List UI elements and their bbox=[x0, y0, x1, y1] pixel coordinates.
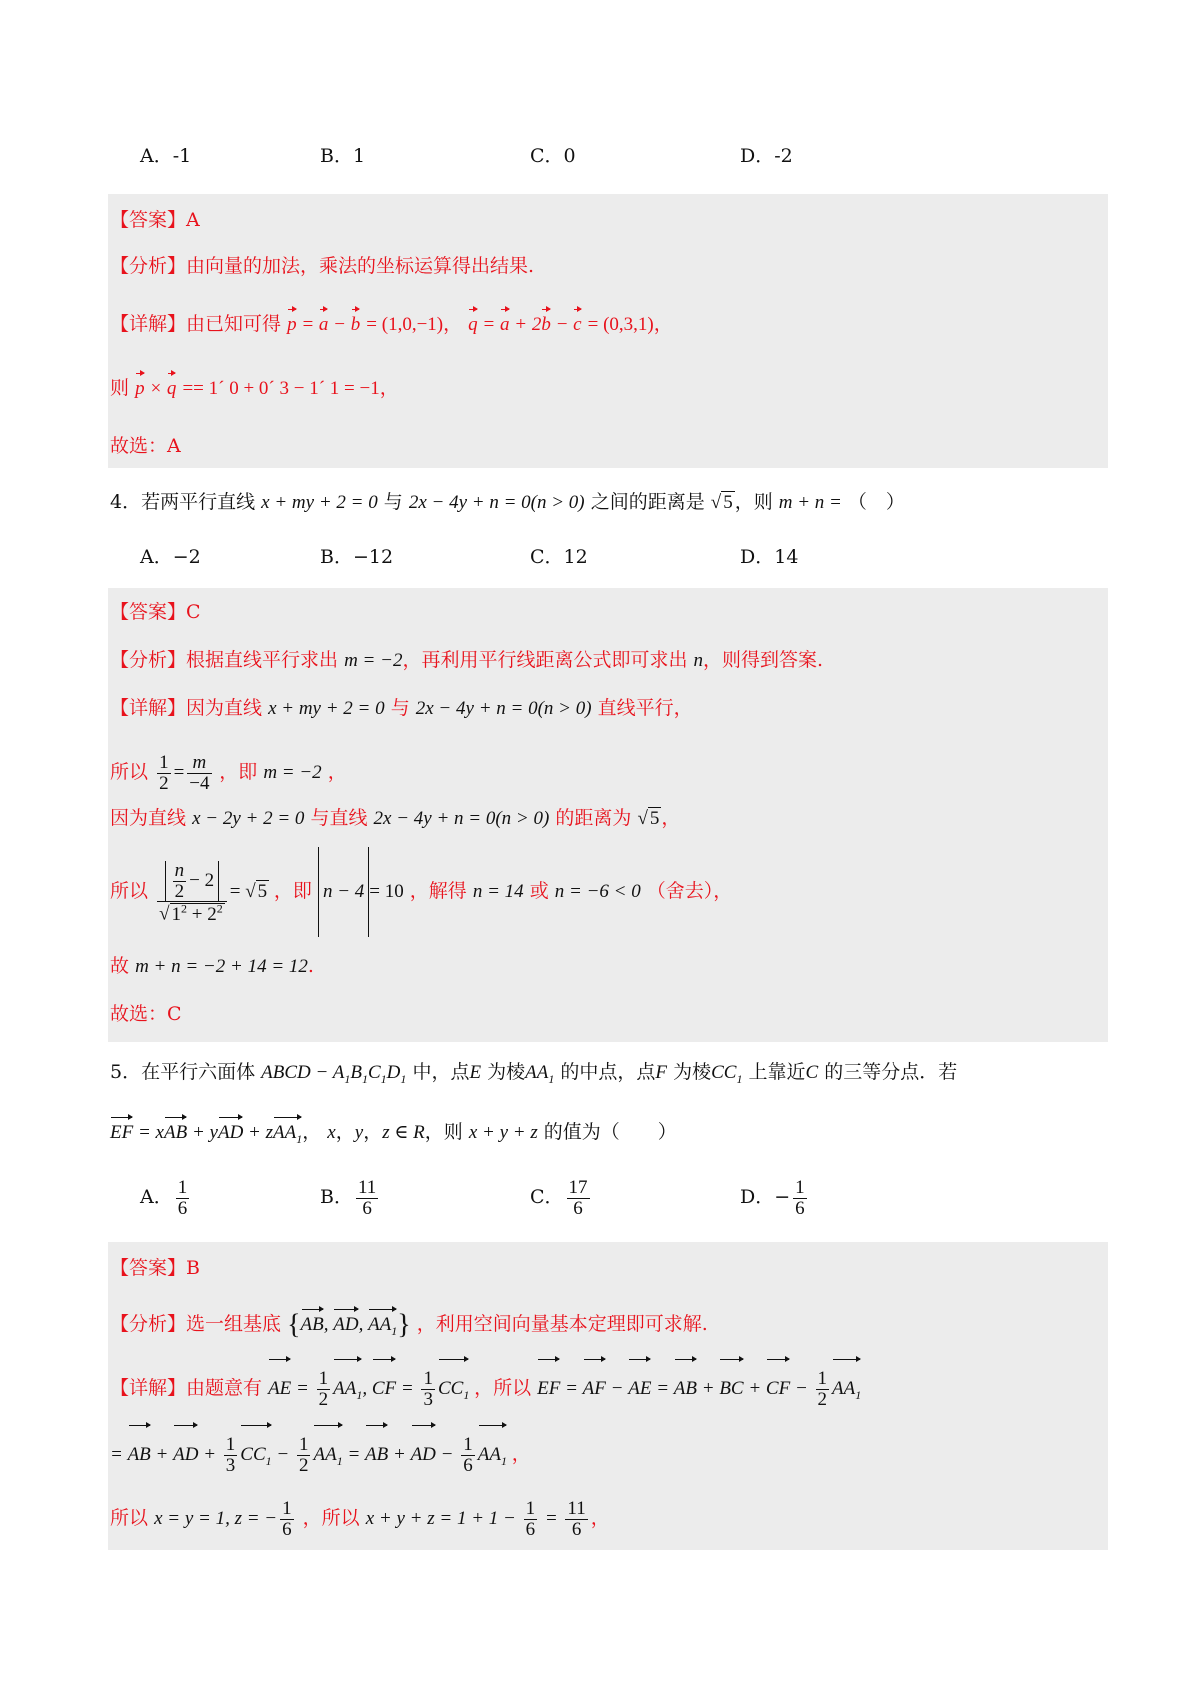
q5-analysis: 【分析】选一组基底 {AB, AD, $AA_1$} ，利用空间向量基本定理即可求解. bbox=[110, 1310, 708, 1345]
q4-detail-line4: 所以 $\frac{n}{2}$ − 2 √ $1^2 + 2^2$ = √ 5 ，即 n − 4 = 10 ，解得 n = 14 或 n = −6 < 0 （舍去）， bbox=[110, 846, 732, 937]
q5-stem-line1: 5．在平行六面体 ABCD − $A_1B_1C_1D_1$ 中，点E 为棱$AA_1$ 的中点，点F 为棱$CC_1$ 上靠近C 的三等分点．若 bbox=[110, 1061, 958, 1086]
q3-option-a: A．-1 bbox=[140, 145, 192, 167]
q4-stem: 4．若两平行直线 x + my + 2 = 0 与 2x − 4y + n = 0(n > 0) 之间的距离是 √ 5 ，则 m + n = （ ） bbox=[110, 491, 905, 513]
q4-option-c: C．12 bbox=[530, 546, 588, 568]
q5-stem-line2: EF = xAB + yAD + zAA$_1$， x，y，z ∈ R，则 x + y + z 的值为（ ） bbox=[110, 1118, 677, 1153]
q5-detail-line2: = AB + AD + $\frac{1}{3}$ $CC_1$ − $\frac{1}{2}$ $AA_1$ = AB + AD − $\frac{1}{6}$ $AA_1$ ， bbox=[110, 1426, 531, 1489]
q4-option-a: A．−2 bbox=[140, 546, 201, 568]
q5-detail-line1: 【详解】由题意有 AE = $\frac{1}{2}$ $AA_1$, CF = $\frac{1}{3}$ $CC_1$ ，所以 EF = AF − AE = AB + BC + CF − $\frac{1}{2}$ $AA_1$ bbox=[110, 1360, 861, 1423]
q4-detail-line3: 因为直线 x − 2y + 2 = 0 与直线 2x − 4y + n = 0(n > 0) 的距离为 √ 5 ， bbox=[110, 807, 681, 829]
q5-option-a: A． $\frac{1}{6}$ bbox=[140, 1176, 188, 1219]
q4-analysis: 【分析】根据直线平行求出 m = −2，再利用平行线距离公式即可求出 n，则得到答案. bbox=[110, 649, 824, 671]
q4-answer: 【答案】C bbox=[110, 601, 201, 623]
q4-detail-line1: 【详解】因为直线 x + my + 2 = 0 与 2x − 4y + n = 0(n > 0) 直线平行， bbox=[110, 697, 693, 719]
q4-option-d: D．14 bbox=[740, 546, 799, 568]
q5-option-c: C． $\frac{17}{6}$ bbox=[530, 1176, 588, 1219]
q4-choice: 故选：C bbox=[110, 1003, 182, 1025]
q5-detail-line3: 所以 x = y = 1, z = − $\frac{1}{6}$ ，所以 x + y + z = 1 + 1 − $\frac{1}{6}$ = $\frac{11}{6}$ ， bbox=[110, 1498, 610, 1541]
q3-option-b: B．1 bbox=[320, 145, 366, 167]
q3-option-c: C．0 bbox=[530, 145, 576, 167]
q3-detail-line1: 【详解】由已知可得 p = a − b = (1,0,−1)， q = a + 2b − c = (0,3,1)， bbox=[110, 310, 673, 339]
q3-analysis: 【分析】由向量的加法，乘法的坐标运算得出结果. bbox=[110, 255, 535, 277]
q5-option-b: B． $\frac{11}{6}$ bbox=[320, 1176, 377, 1219]
q3-choice: 故选：A bbox=[110, 435, 181, 457]
q3-option-d: D．-2 bbox=[740, 145, 793, 167]
q5-answer: 【答案】B bbox=[110, 1257, 200, 1279]
q4-option-b: B．−12 bbox=[320, 546, 394, 568]
q4-detail-line5: 故 m + n = −2 + 14 = 12. bbox=[110, 955, 314, 977]
q4-detail-line2: 所以 $\frac{1}{2}$ = $\frac{m}{-4}$ ，即 m = −2 ， bbox=[110, 752, 347, 795]
q5-option-d: D．− $\frac{1}{6}$ bbox=[740, 1176, 805, 1219]
q3-answer: 【答案】A bbox=[110, 209, 200, 231]
q3-detail-line2: 则 p × q == 1´ 0 + 0´ 3 − 1´ 1 = −1， bbox=[110, 374, 399, 403]
